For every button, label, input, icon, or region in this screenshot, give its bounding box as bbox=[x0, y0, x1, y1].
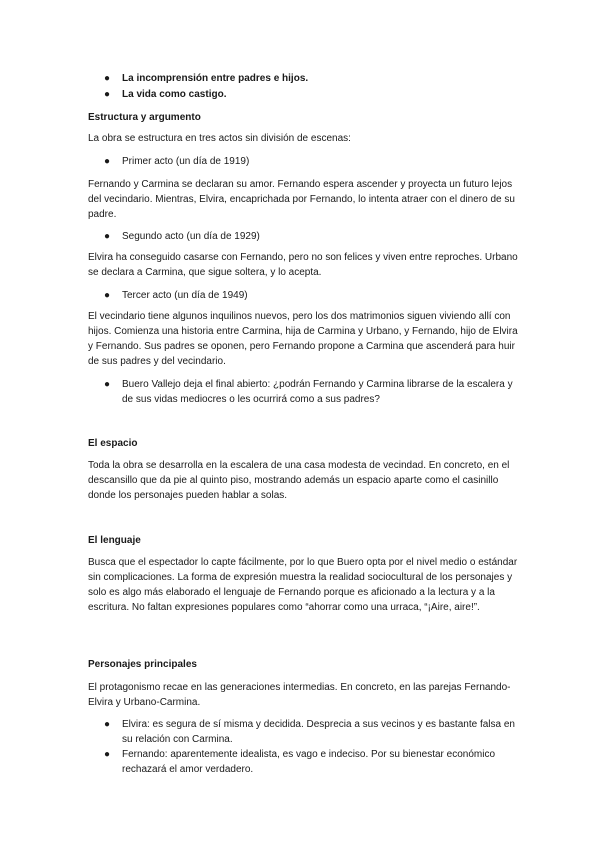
bullet-text: La vida como castigo. bbox=[122, 89, 227, 100]
bullet-text: Buero Vallejo deja el final abierto: ¿podrán Fernando y Carmina librarse de la escalera y de sus vidas mediocres o les ocurrirá como a sus padres? bbox=[122, 379, 513, 405]
bullet-dot: ● bbox=[104, 156, 111, 167]
bullet-dot: ● bbox=[104, 379, 111, 390]
bullet-text: Segundo acto (un día de 1929) bbox=[122, 231, 260, 242]
paragraph: Elvira ha conseguido casarse con Fernando, pero no son felices y viven entre reproches. Urbano se declara a Carmina, que sigue soltera, y lo acepta. bbox=[88, 252, 518, 278]
bullet-text: Fernando: aparentemente idealista, es vago e indeciso. Por su bienestar económico rechazará el amor verdadero. bbox=[122, 749, 496, 775]
bullet-dot: ● bbox=[104, 231, 111, 242]
bullet-dot: ● bbox=[104, 73, 111, 84]
bullet-text: Tercer acto (un día de 1949) bbox=[122, 290, 248, 301]
paragraph: La obra se estructura en tres actos sin división de escenas: bbox=[88, 133, 351, 144]
bullet-dot: ● bbox=[104, 89, 111, 100]
bullet-text: La incomprensión entre padres e hijos. bbox=[122, 73, 309, 84]
section-heading: Personajes principales bbox=[88, 659, 197, 670]
paragraph: El protagonismo recae en las generaciones intermedias. En concreto, en las parejas Fernando-Elvira y Urbano-Carmina. bbox=[88, 682, 511, 708]
paragraph: Toda la obra se desarrolla en la escalera de una casa modesta de vecindad. En concreto, en el descansillo que da pie al quinto piso, mostrando además un espacio aparte como el casinillo donde los personajes pueden hablar a solas. bbox=[88, 460, 510, 501]
bullet-dot: ● bbox=[104, 719, 111, 730]
bullet-dot: ● bbox=[104, 749, 111, 760]
paragraph: Fernando y Carmina se declaran su amor. Fernando espera ascender y proyecta un futuro lejos del vecindario. Mientras, Elvira, encaprichada por Fernando, lo intenta atraer con el dinero de su padre. bbox=[88, 179, 515, 220]
bullet-dot: ● bbox=[104, 290, 111, 301]
section-heading: El espacio bbox=[88, 438, 138, 449]
bullet-text: Elvira: es segura de sí misma y decidida. Desprecia a sus vecinos y es bastante falsa en su relación con Carmina. bbox=[122, 719, 515, 745]
section-heading: Estructura y argumento bbox=[88, 112, 201, 123]
bullet-text: Primer acto (un día de 1919) bbox=[122, 156, 250, 167]
paragraph: Busca que el espectador lo capte fácilmente, por lo que Buero opta por el nivel medio o estándar sin complicaciones. La forma de expresión muestra la realidad sociocultural de los personajes y solo es algo más elaborado el lenguaje de Fernando porque es aficionado a la lectura y a la escritura. No faltan expresiones populares como “ahorrar como una urraca, “¡Aire, aire!”. bbox=[88, 557, 518, 613]
paragraph: El vecindario tiene algunos inquilinos nuevos, pero los dos matrimonios siguen viviendo allí con hijos. Comienza una historia entre Carmina, hija de Carmina y Urbano, y Fernando, hijo de Elvira y Fernando. Sus padres se oponen, pero Fernando propone a Carmina que ascenderá para huir de sus padres y del vecindario. bbox=[88, 311, 518, 367]
section-heading: El lenguaje bbox=[88, 535, 141, 546]
